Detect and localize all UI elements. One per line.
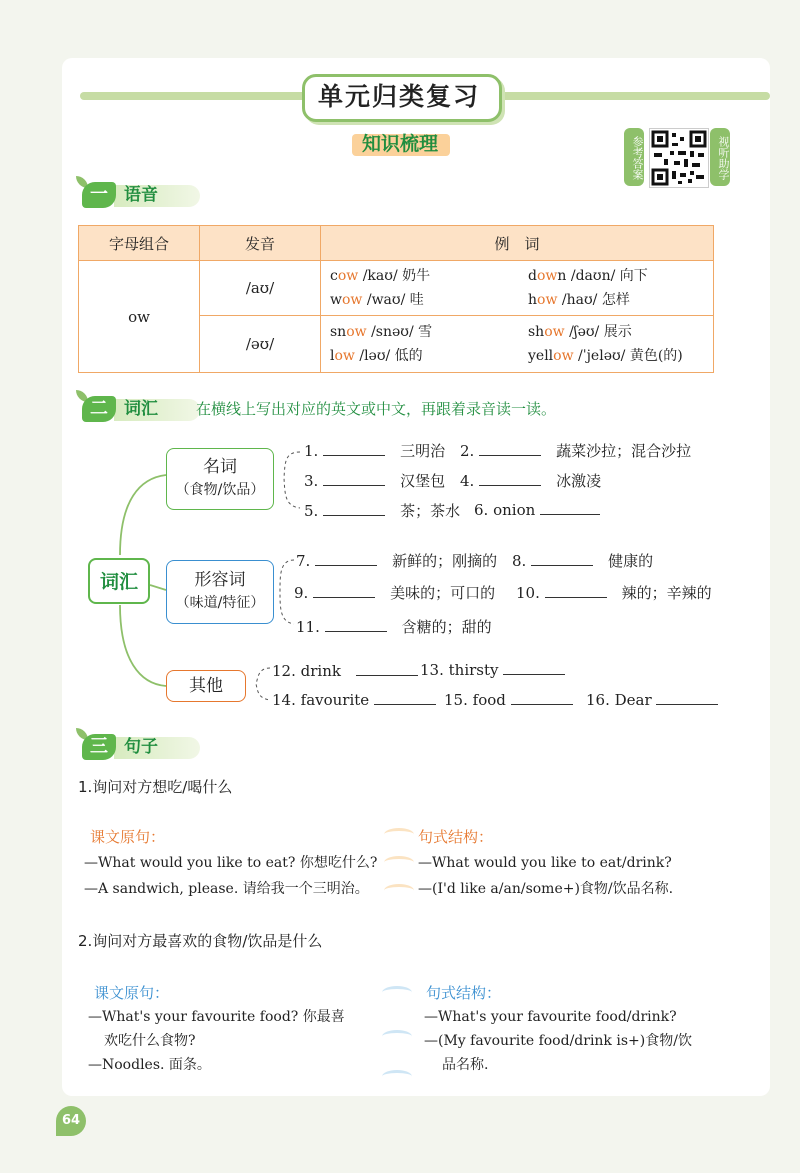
sound-cell: /əʊ/ bbox=[200, 316, 321, 373]
original-label: 课文原句： bbox=[94, 984, 170, 1002]
sound-cell: /aʊ/ bbox=[200, 261, 321, 316]
vocab-item: 16. Dear bbox=[586, 690, 718, 709]
subtitle: 知识梳理 bbox=[361, 133, 438, 155]
section-label: 句子 bbox=[124, 737, 158, 757]
answer-blank[interactable] bbox=[511, 690, 573, 705]
structure-label: 句式结构： bbox=[426, 984, 502, 1002]
letter-group: ow bbox=[79, 261, 200, 373]
answer-blank[interactable] bbox=[540, 500, 600, 515]
vocab-item: 15. food bbox=[444, 690, 573, 709]
answer-blank[interactable] bbox=[545, 583, 607, 598]
header-examples: 例 词 bbox=[321, 226, 714, 261]
page-title: 单元归类复习 bbox=[317, 82, 480, 111]
quote-mark-icon bbox=[384, 828, 414, 841]
section-label: 语音 bbox=[124, 185, 158, 205]
answer-blank[interactable] bbox=[323, 501, 385, 516]
answer-blank[interactable] bbox=[656, 690, 718, 705]
other-node: 其他 bbox=[166, 670, 246, 702]
sentence-heading: 1.询问对方想吃/喝什么 bbox=[78, 778, 233, 796]
header-sound: 发音 bbox=[200, 226, 321, 261]
original-label: 课文原句： bbox=[90, 828, 166, 846]
vocab-item: 10. 辣的；辛辣的 bbox=[516, 584, 712, 602]
example-word: cow /kaʊ/ 奶牛 bbox=[330, 268, 431, 284]
answer-blank[interactable] bbox=[323, 471, 385, 486]
structure-sentence: —What would you like to eat/drink? bbox=[418, 855, 672, 871]
original-sentence: —What's your favourite food? 你最喜 bbox=[88, 1009, 345, 1025]
answer-blank[interactable] bbox=[531, 551, 593, 566]
answer-blank[interactable] bbox=[356, 661, 418, 676]
vocab-item: 8. 健康的 bbox=[512, 552, 654, 570]
example-word: low /ləʊ/ 低的 bbox=[330, 348, 423, 364]
original-sentence: —Noodles. 面条。 bbox=[88, 1057, 211, 1073]
original-sentence: —What would you like to eat? 你想吃什么? bbox=[84, 855, 378, 871]
adjective-title: 形容词 bbox=[194, 570, 246, 590]
vocab-item: 7. 新鲜的；刚摘的 bbox=[296, 552, 498, 570]
answer-blank[interactable] bbox=[479, 471, 541, 486]
structure-sentence: 品名称. bbox=[442, 1057, 489, 1073]
section-number: 二 bbox=[82, 396, 116, 422]
example-word: wow /waʊ/ 哇 bbox=[330, 292, 424, 308]
adjective-subtitle: （味道/特征） bbox=[175, 595, 265, 611]
section-number: 三 bbox=[82, 734, 116, 760]
quote-mark-icon bbox=[382, 1030, 412, 1043]
structure-label: 句式结构： bbox=[418, 828, 494, 846]
vocab-instruction: 在横线上写出对应的英文或中文，再跟着录音读一读。 bbox=[196, 400, 557, 418]
example-word: snow /snəʊ/ 雪 bbox=[330, 324, 433, 340]
vocab-item: 11. 含糖的；甜的 bbox=[296, 618, 492, 636]
example-word: yellow /ˈjeləʊ/ 黄色(的) bbox=[528, 348, 683, 364]
quote-mark-icon bbox=[382, 1070, 412, 1083]
vocab-item: 2. 蔬菜沙拉；混合沙拉 bbox=[460, 442, 692, 460]
example-word: down /daʊn/ 向下 bbox=[528, 268, 648, 284]
structure-sentence: —What's your favourite food/drink? bbox=[424, 1009, 677, 1025]
vocab-item: 12. drink bbox=[272, 660, 418, 681]
section-number: 一 bbox=[82, 182, 116, 208]
original-sentence: 欢吃什么食物? bbox=[104, 1033, 196, 1049]
answer-blank[interactable] bbox=[374, 690, 436, 705]
answer-tag[interactable]: 参考答案 bbox=[624, 128, 644, 186]
vocab-item: 3. 汉堡包 bbox=[304, 472, 446, 490]
answer-blank[interactable] bbox=[313, 583, 375, 598]
page-number: 64 bbox=[56, 1106, 86, 1136]
answer-blank[interactable] bbox=[325, 617, 387, 632]
vocab-item: 9. 美味的；可口的 bbox=[294, 584, 496, 602]
noun-subtitle: （食物/饮品） bbox=[175, 482, 265, 498]
section-header-sentences bbox=[76, 734, 216, 760]
vocab-item: 14. favourite bbox=[272, 690, 436, 709]
header-letters: 字母组合 bbox=[79, 226, 200, 261]
answer-blank[interactable] bbox=[479, 441, 541, 456]
example-word: show /ʃəʊ/ 展示 bbox=[528, 324, 632, 340]
quote-mark-icon bbox=[384, 884, 414, 897]
answer-blank[interactable] bbox=[323, 441, 385, 456]
structure-sentence: —(I'd like a/an/some+)食物/饮品名称. bbox=[418, 881, 674, 897]
answer-blank[interactable] bbox=[315, 551, 377, 566]
structure-sentence: —(My favourite food/drink is+)食物/饮 bbox=[424, 1033, 692, 1049]
section-label: 词汇 bbox=[124, 399, 158, 419]
quote-mark-icon bbox=[384, 856, 414, 869]
answer-blank[interactable] bbox=[503, 660, 565, 675]
vocab-item: 13. thirsty bbox=[420, 660, 565, 679]
noun-title: 名词 bbox=[203, 457, 237, 477]
adjective-node bbox=[166, 560, 274, 624]
example-word: how /haʊ/ 怎样 bbox=[528, 292, 630, 308]
vocab-center-node: 词汇 bbox=[88, 558, 150, 604]
original-sentence: —A sandwich, please. 请给我一个三明治。 bbox=[84, 881, 369, 897]
audio-help-tag[interactable]: 视听助学 bbox=[710, 128, 730, 186]
sentence-heading: 2.询问对方最喜欢的食物/饮品是什么 bbox=[78, 932, 323, 950]
vocab-item: 4. 冰激凌 bbox=[460, 472, 602, 490]
vocab-item: 6. onion bbox=[474, 500, 600, 519]
vocab-item: 5. 茶；茶水 bbox=[304, 502, 461, 520]
quote-mark-icon bbox=[382, 986, 412, 999]
noun-node bbox=[166, 448, 274, 510]
vocab-item: 1. 三明治 bbox=[304, 442, 446, 460]
